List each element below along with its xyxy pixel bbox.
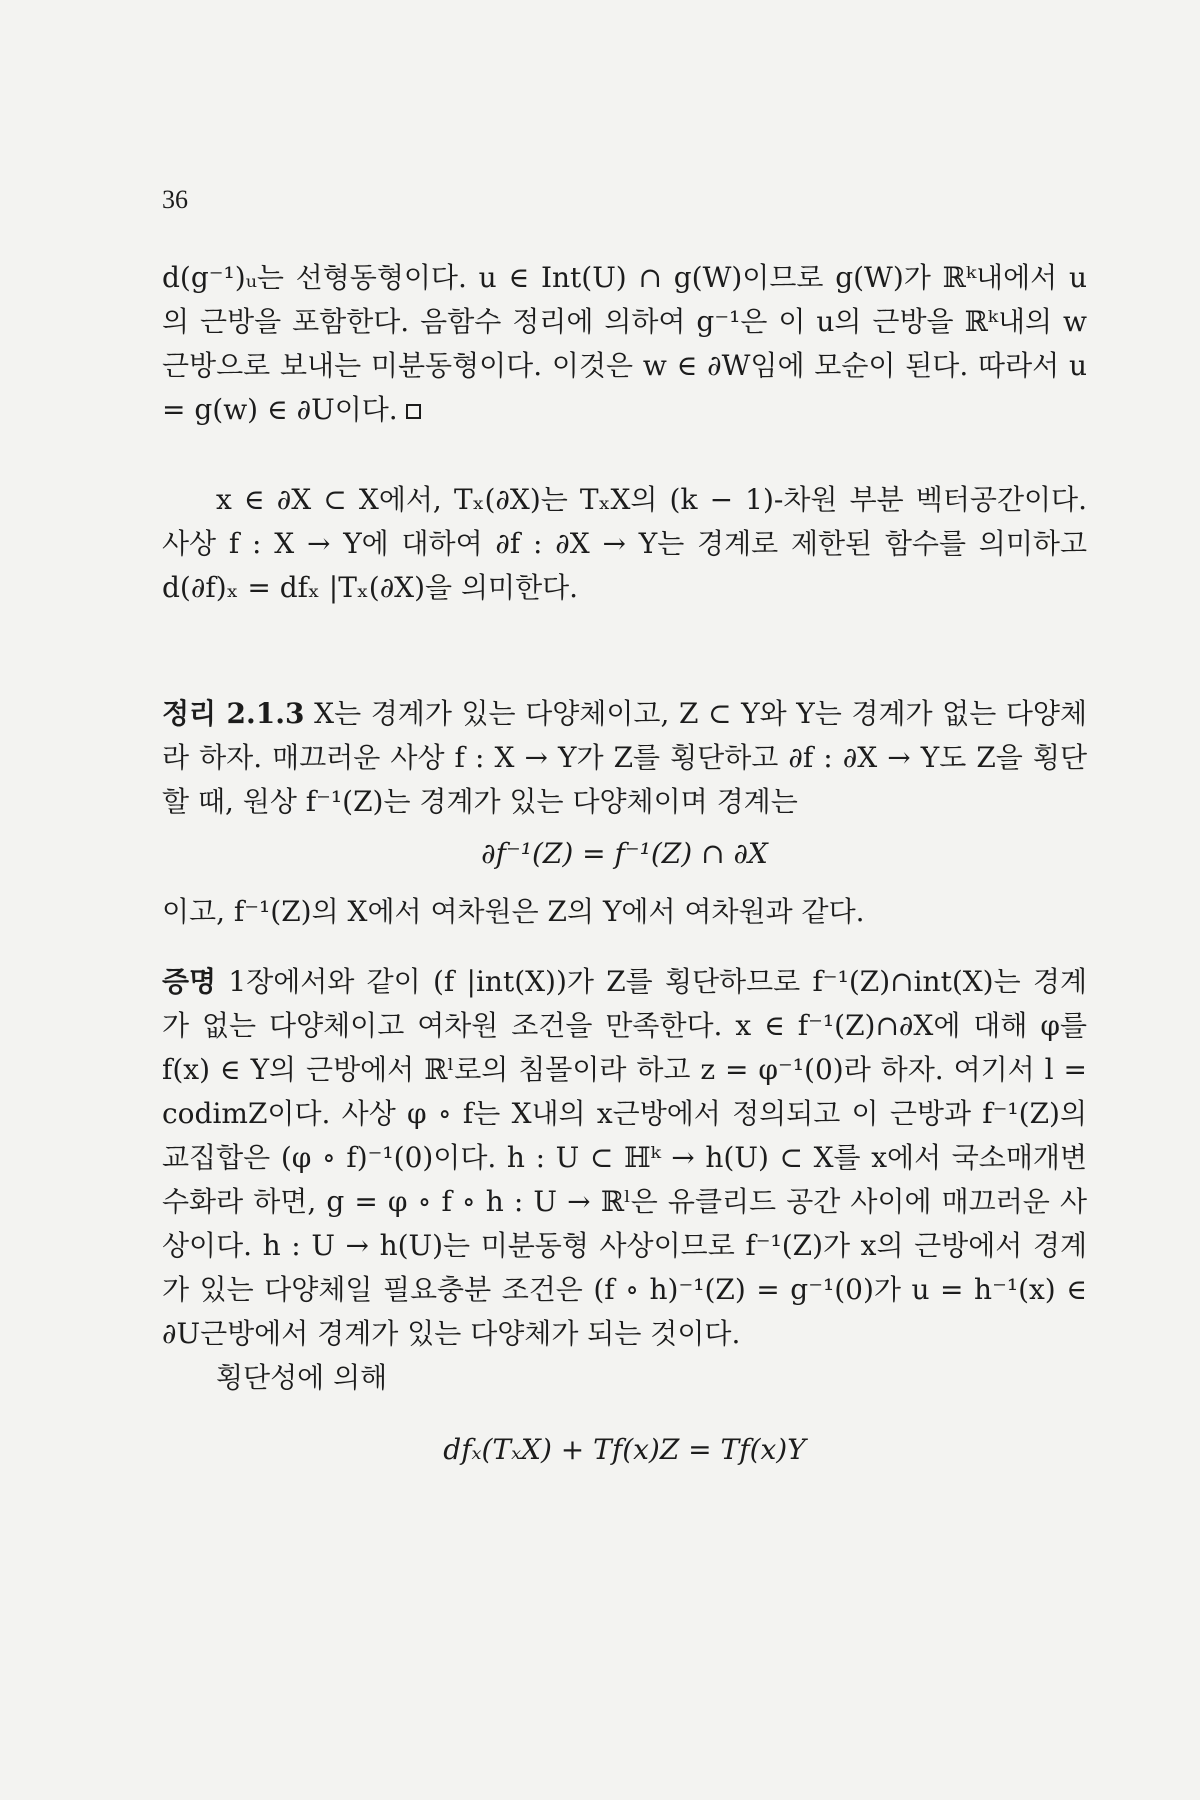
theorem-block xyxy=(162,692,1087,824)
theorem-label: 정리 2.1.3 xyxy=(162,697,305,730)
proof-text: 1장에서와 같이 (f |int(X))가 Z를 횡단하므로 f⁻¹(Z)∩int(X)는 경계가 없는 다양체이고 여차원 조건을 만족한다. x ∈ f⁻¹(Z)∩∂X에 대해 φ를 f(x) ∈ Y의 근방에서 ℝˡ로의 침몰이라 하고 z = φ⁻¹(0)라 하자. 여기서 l = codimZ이다. 사상 φ ∘ f는 X내의 x근방에서 정의되고 이 근방과 f⁻¹(Z)의 교집합은 (φ ∘ f)⁻¹(0)이다. h : U ⊂ ℍᵏ → h(U) ⊂ X를 x에서 국소매개변수화라 하면, g = φ ∘ f ∘ h : U → ℝˡ은 유클리드 공간 사이에 매끄러운 사상이다. h : U → h(U)는 미분동형 사상이므로 f⁻¹(Z)가 x의 근방에서 경계가 있는 다양체일 필요충분 조건은 (f ∘ h)⁻¹(Z) = g⁻¹(0)가 u = h⁻¹(x) ∈ ∂U근방에서 경계가 있는 다양체가 되는 것이다. xyxy=(162,965,1087,1350)
boundary-tangent-paragraph: x ∈ ∂X ⊂ X에서, Tₓ(∂X)는 TₓX의 (k − 1)-차원 부분 벡터공간이다. 사상 f : X → Y에 대하여 ∂f : ∂X → Y는 경계로 제한된 함수를 의미하고 d(∂f)ₓ = dfₓ |Tₓ(∂X)을 의미한다. xyxy=(162,483,1087,604)
proof-conclusion-paragraph xyxy=(162,256,1087,432)
proof-conclusion-text: d(g⁻¹)ᵤ는 선형동형이다. u ∈ Int(U) ∩ g(W)이므로 g(W)가 ℝᵏ내에서 u의 근방을 포함한다. 음함수 정리에 의하여 g⁻¹은 이 u의 근방을 ℝᵏ내의 w근방으로 보내는 미분동형이다. 이것은 w ∈ ∂W임에 모순이 된다. 따라서 u = g(w) ∈ ∂U이다. xyxy=(162,261,1087,426)
theorem-continuation: 이고, f⁻¹(Z)의 X에서 여차원은 Z의 Y에서 여차원과 같다. xyxy=(162,895,865,928)
proof-block xyxy=(162,960,1087,1356)
theorem-display-equation: ∂f⁻¹(Z) = f⁻¹(Z) ∩ ∂X xyxy=(481,837,768,870)
transversality-intro: 횡단성에 의해 xyxy=(216,1361,388,1394)
final-display-equation: dfₓ(TₓX) + Tf(x)Z = Tf(x)Y xyxy=(443,1433,806,1466)
page-content xyxy=(162,178,1087,1472)
page-number: 36 xyxy=(162,185,188,214)
proof-label: 증명 xyxy=(162,965,217,998)
theorem-text: X는 경계가 있는 다양체이고, Z ⊂ Y와 Y는 경계가 없는 다양체라 하자. 매끄러운 사상 f : X → Y가 Z를 횡단하고 ∂f : ∂X → Y도 Z을 횡단할 때, 원상 f⁻¹(Z)는 경계가 있는 다양체이며 경계는 xyxy=(162,697,1088,818)
qed-square-icon xyxy=(406,404,421,419)
